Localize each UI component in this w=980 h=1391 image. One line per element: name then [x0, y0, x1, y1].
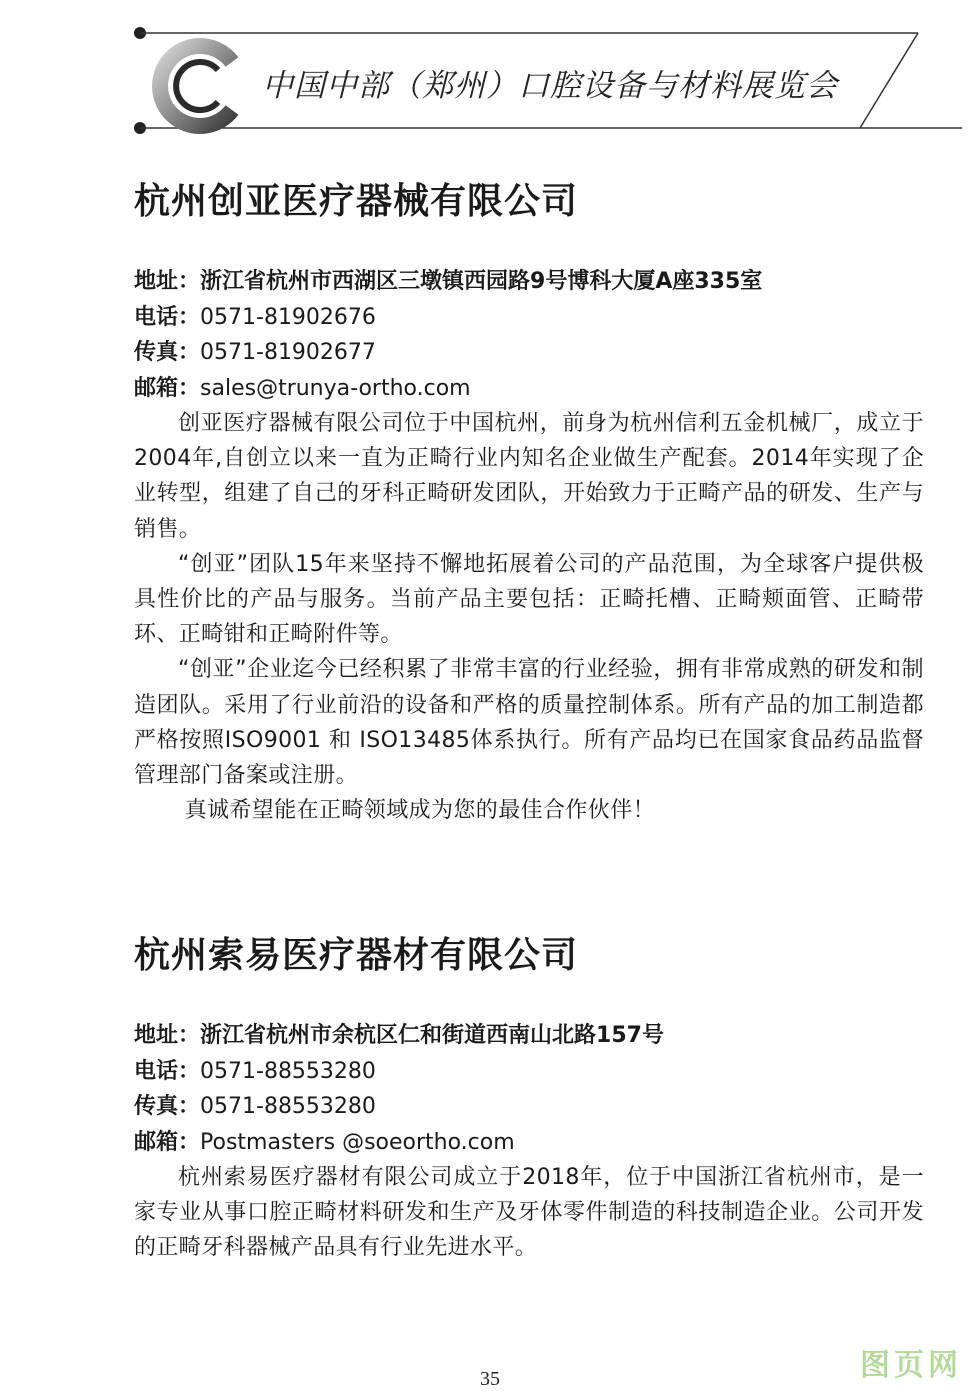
- company-name: 杭州创亚医疗器械有限公司: [134, 181, 579, 222]
- closing-paragraph: 真诚希望能在正畸领域成为您的最佳合作伙伴！: [184, 798, 655, 824]
- contact-block: [134, 1018, 934, 1160]
- email-line: [134, 1125, 934, 1161]
- address-line: [134, 1018, 934, 1054]
- address-value: 浙江省杭州市西湖区三墩镇西园路9号博科大厦A座335室: [200, 269, 763, 294]
- company-name: 杭州索易医疗器材有限公司: [134, 935, 579, 976]
- description-paragraph: 创亚医疗器械有限公司位于中国杭州，前身为杭州信利五金机械厂，成立于2004年,自创立以来一直为正畸行业内知名企业做生产配套。2014年实现了企业转型，组建了自己的牙科正畸研发团队，开始致力于正畸产品的研发、生产与销售。: [134, 411, 924, 542]
- email-label: 邮箱：: [134, 375, 201, 401]
- address-label: 地址：: [134, 269, 201, 294]
- address-value: 浙江省杭州市余杭区仁和街道西南山北路157号: [200, 1023, 664, 1048]
- phone-line: [134, 300, 934, 336]
- fax-label: 传真：: [134, 340, 201, 365]
- email-line: [134, 371, 934, 407]
- fax-label: 传真：: [134, 1094, 201, 1119]
- exhibition-title: 中国中部（郑州）口腔设备与材料展览会: [262, 68, 838, 104]
- address-line: [134, 264, 934, 300]
- page-header: [0, 0, 980, 160]
- phone-label: 电话：: [134, 304, 201, 330]
- phone-line: [134, 1054, 934, 1090]
- company-section-soe: [134, 934, 934, 1266]
- fax-value: 0571-88553280: [200, 1094, 376, 1119]
- description-paragraph: “创亚”企业迄今已经积累了非常丰富的行业经验，拥有非常成熟的研发和制造团队。采用了行业前沿的设备和严格的质量控制体系。所有产品的加工制造都严格按照ISO9001 和 ISO13485体系执行。所有产品均已在国家食品药品监督管理部门备案或注册。: [134, 657, 924, 789]
- contact-block: [134, 264, 934, 406]
- email-value: sales@trunya-ortho.com: [200, 375, 471, 401]
- page-number: 35: [480, 1368, 500, 1390]
- fax-line: [134, 335, 934, 371]
- c-logo-icon: [160, 46, 232, 126]
- description-paragraph: 杭州索易医疗器材有限公司成立于2018年，位于中国浙江省杭州市，是一家专业从事口腔正畸材料研发和生产及牙体零件制造的科技制造企业。公司开发的正畸牙科器械产品具有行业先进水平。: [134, 1165, 924, 1261]
- company-section-trunya: [134, 180, 934, 828]
- phone-label: 电话：: [134, 1058, 201, 1084]
- fax-line: [134, 1089, 934, 1125]
- phone-value: 0571-81902676: [200, 304, 376, 330]
- watermark-logo: 图页网: [860, 1348, 962, 1383]
- description-paragraph: “创亚”团队15年来坚持不懈地拓展着公司的产品范围，为全球客户提供极具性价比的产品与服务。当前产品主要包括：正畸托槽、正畸颊面管、正畸带环、正畸钳和正畸附件等。: [134, 551, 924, 648]
- address-label: 地址：: [134, 1023, 201, 1048]
- email-label: 邮箱：: [134, 1129, 201, 1155]
- email-value: Postmasters @soeortho.com: [200, 1129, 515, 1155]
- phone-value: 0571-88553280: [200, 1058, 376, 1084]
- fax-value: 0571-81902677: [200, 340, 376, 365]
